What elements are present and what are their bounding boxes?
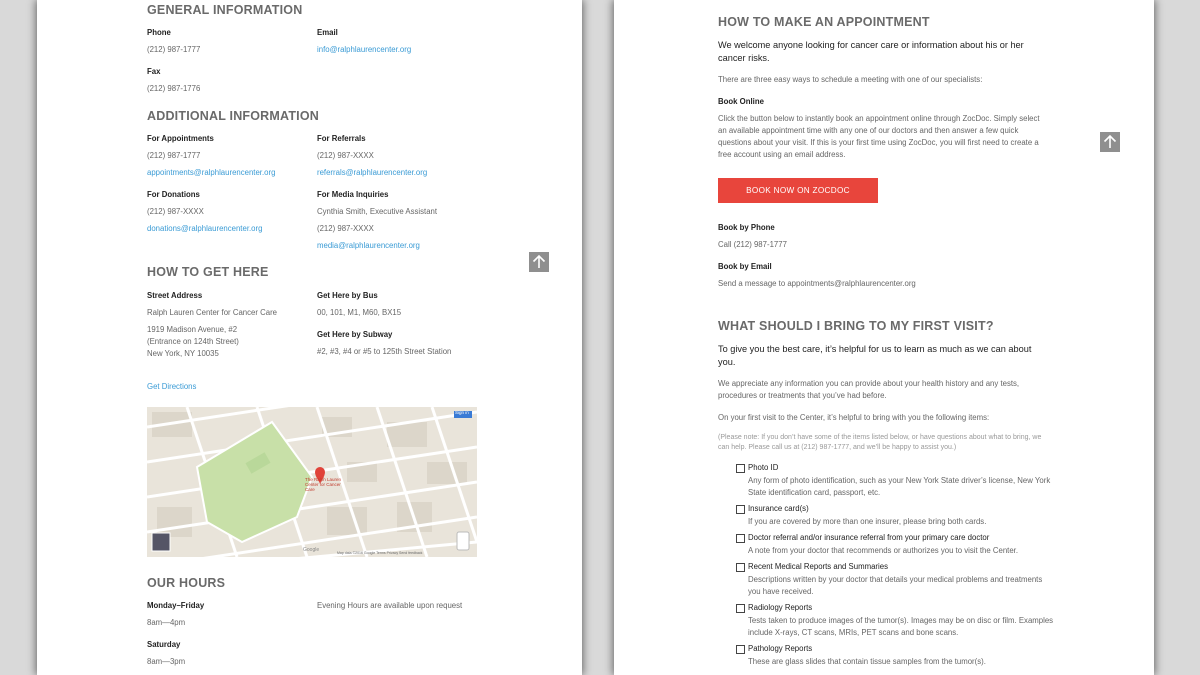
evening-hours-note: Evening Hours are available upon request xyxy=(317,601,463,610)
media-email-link[interactable]: media@ralphlaurencenter.org xyxy=(317,241,420,250)
general-information-heading: GENERAL INFORMATION xyxy=(147,3,303,17)
media-phone: (212) 987-XXXX xyxy=(317,224,374,233)
map-google-logo: Google xyxy=(303,547,320,553)
back-to-top-button[interactable] xyxy=(529,252,549,272)
map-sign-in-button[interactable]: Sign in xyxy=(455,410,469,415)
street-address-label: Street Address xyxy=(147,291,203,300)
checkbox[interactable] xyxy=(736,464,745,473)
referrals-label: For Referrals xyxy=(317,134,366,143)
first-visit-para-1: We appreciate any information you can provide about your health history and any tests, procedures or treatments that you’ve had before. xyxy=(718,379,1020,400)
referrals-phone: (212) 987-XXXX xyxy=(317,151,374,160)
appointment-intro: There are three easy ways to schedule a meeting with one of our specialists: xyxy=(718,75,983,84)
media-contact: Cynthia Smith, Executive Assistant xyxy=(317,207,438,216)
address-line-3: (Entrance on 124th Street) xyxy=(147,337,239,346)
appointments-email-link[interactable]: appointments@ralphlaurencenter.org xyxy=(147,168,276,177)
appointment-lead: We welcome anyone looking for cancer care or information about his or her cancer risks. xyxy=(718,40,1024,63)
checklist-item-title: Radiology Reports xyxy=(748,603,813,612)
arrow-up-icon xyxy=(529,252,549,272)
bus-label: Get Here by Bus xyxy=(317,291,378,300)
book-by-email-label: Book by Email xyxy=(718,262,772,271)
book-online-label: Book Online xyxy=(718,97,764,106)
phone-value: (212) 987-1777 xyxy=(147,45,201,54)
appointments-phone: (212) 987-1777 xyxy=(147,151,201,160)
book-by-phone-text: Call (212) 987-1777 xyxy=(718,240,787,249)
media-label: For Media Inquiries xyxy=(317,190,389,199)
checklist-item-title: Photo ID xyxy=(748,463,779,472)
address-line-4: New York, NY 10035 xyxy=(147,349,219,358)
checkbox[interactable] xyxy=(736,604,745,613)
checklist-item-desc: If you are covered by more than one insurer, please bring both cards. xyxy=(748,517,987,526)
book-by-phone-label: Book by Phone xyxy=(718,223,775,232)
location-map[interactable] xyxy=(147,407,477,557)
weekday-hours: 8am—4pm xyxy=(147,618,186,627)
bus-routes: 00, 101, M1, M60, BX15 xyxy=(317,308,402,317)
get-directions-link[interactable]: Get Directions xyxy=(147,382,197,391)
checklist-item-title: Insurance card(s) xyxy=(748,504,809,513)
checkbox[interactable] xyxy=(736,505,745,514)
address-line-2: 1919 Madison Avenue, #2 xyxy=(147,325,238,334)
checklist-item-desc: Descriptions written by your doctor that details your medical problems and treatments you have received. xyxy=(748,575,1043,596)
additional-information-heading: ADDITIONAL INFORMATION xyxy=(147,109,319,123)
appointment-heading: HOW TO MAKE AN APPOINTMENT xyxy=(718,15,930,29)
book-by-email-text: Send a message to appointments@ralphlaurencenter.org xyxy=(718,279,916,288)
donations-phone: (212) 987-XXXX xyxy=(147,207,204,216)
subway-routes: #2, #3, #4 or #5 to 125th Street Station xyxy=(317,347,452,356)
subway-label: Get Here by Subway xyxy=(317,330,393,339)
phone-label: Phone xyxy=(147,28,171,37)
email-link[interactable]: info@ralphlaurencenter.org xyxy=(317,45,412,54)
email-label: Email xyxy=(317,28,338,37)
book-online-text: Click the button below to instantly book an appointment online through ZocDoc. Simply select an available appointment time with any one of our doctors and then answer a few quick questions about your visit. If this is your first time using ZocDoc, you will first need to create a free account using an email address. xyxy=(718,114,1040,159)
first-visit-lead: To give you the best care, it’s helpful for us to learn as much as we can about you. xyxy=(718,344,1032,367)
saturday-hours: 8am—3pm xyxy=(147,657,186,666)
how-to-get-here-heading: HOW TO GET HERE xyxy=(147,265,269,279)
donations-label: For Donations xyxy=(147,190,200,199)
checklist-item-title: Pathology Reports xyxy=(748,644,813,653)
map-footer: Map data ©2016 Google Terms Privacy Send feedback xyxy=(337,551,423,555)
checklist-item-title: Doctor referral and/or insurance referral from your primary care doctor xyxy=(748,533,990,542)
checklist-item-desc: Any form of photo identification, such as your New York State driver’s license, New York State identification card, passport, etc. xyxy=(748,476,1051,497)
map-pin-label: The Ralph Lauren Center for Cancer Care xyxy=(305,477,342,492)
checklist-item-desc: Tests taken to produce images of the tumor(s). Images may be on disc or film. Examples include X-rays, CT scans, MRIs, PET scans and bone scans. xyxy=(748,616,1054,637)
checkbox[interactable] xyxy=(736,645,745,654)
left-page xyxy=(37,0,582,675)
referrals-email-link[interactable]: referrals@ralphlaurencenter.org xyxy=(317,168,428,177)
donations-email-link[interactable]: donations@ralphlaurencenter.org xyxy=(147,224,263,233)
checklist-item-desc: A note from your doctor that recommends or authorizes you to visit the Center. xyxy=(748,546,1018,555)
checkbox[interactable] xyxy=(736,563,745,572)
weekday-label: Monday–Friday xyxy=(147,601,205,610)
saturday-label: Saturday xyxy=(147,640,181,649)
address-line-1: Ralph Lauren Center for Cancer Care xyxy=(147,308,278,317)
checklist-item-desc: These are glass slides that contain tissue samples from the tumor(s). xyxy=(748,657,986,666)
our-hours-heading: OUR HOURS xyxy=(147,576,226,590)
back-to-top-button-right[interactable] xyxy=(1100,132,1120,152)
fax-value: (212) 987-1776 xyxy=(147,84,201,93)
checklist-item-title: Recent Medical Reports and Summaries xyxy=(748,562,888,571)
right-page xyxy=(614,0,1154,675)
arrow-up-icon xyxy=(1100,132,1120,152)
first-visit-note: (Please note: If you don’t have some of the items listed below, or have questions about what to bring, we can help. Please call us at (212) 987-1777, and we’ll be happy to assist you.) xyxy=(718,434,1042,451)
checkbox[interactable] xyxy=(736,534,745,543)
first-visit-para-2: On your first visit to the Center, it’s helpful to bring with you the following items: xyxy=(718,413,990,422)
fax-label: Fax xyxy=(147,67,161,76)
appointments-label: For Appointments xyxy=(147,134,214,143)
first-visit-heading: WHAT SHOULD I BRING TO MY FIRST VISIT? xyxy=(718,319,994,333)
book-now-zocdoc-button[interactable]: BOOK NOW ON ZOCDOC xyxy=(718,178,878,203)
